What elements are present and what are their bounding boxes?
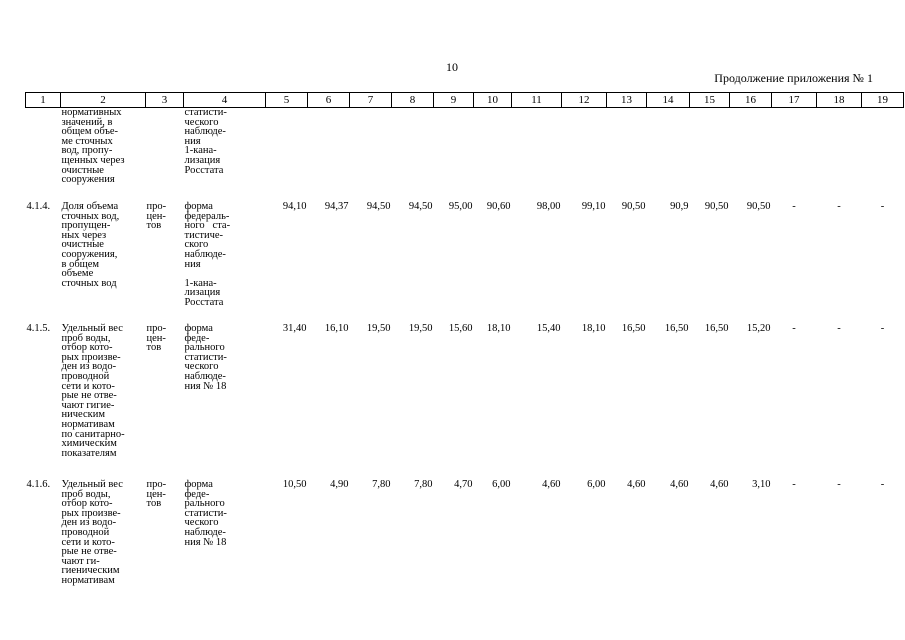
value-cell: 90,60: [486, 201, 511, 212]
value-cell: 18,10: [581, 323, 606, 334]
value-cell: 15,20: [746, 323, 771, 334]
column-header: 7: [350, 93, 392, 108]
row-id: 4.1.5.: [26, 323, 51, 334]
value-cell: -: [880, 323, 885, 334]
value-cell: -: [837, 323, 841, 334]
value-cell: -: [880, 479, 885, 490]
value-cell: 19,50: [366, 323, 391, 334]
value-cell: 90,50: [621, 201, 646, 212]
value-cell: [512, 108, 562, 195]
column-header: 1: [26, 93, 61, 108]
value-cell: 31,40: [282, 323, 307, 334]
value-cell: 4,90: [330, 479, 349, 490]
unit: про- цен- тов: [146, 479, 167, 510]
indicator-name: нормативных значений, в общем объе- ме сточных вод, пропу- щенных через очистные сооружения: [61, 107, 125, 186]
value-cell: 16,50: [704, 323, 729, 334]
indicator-name: Доля объема сточных вод, пропущен- ных через очистные сооружения, в общем объеме сточных вод: [61, 201, 120, 289]
value-cell: [474, 108, 512, 195]
value-cell: 90,9: [670, 201, 689, 212]
value-cell: 16,50: [664, 323, 689, 334]
page-number: 10: [446, 60, 458, 74]
indicator-name: Удельный вес проб воды, отбор кото- рых произве- ден из водо- проводной сети и кото- рые не отве- чают ги- гиеническим нормативам: [61, 479, 123, 586]
column-header: 19: [862, 93, 904, 108]
value-cell: -: [792, 479, 796, 490]
value-cell: 94,50: [408, 201, 433, 212]
value-cell: -: [837, 201, 841, 212]
row-id: 4.1.4.: [26, 201, 51, 212]
data-source: форма феде- рального статисти- ческого наблюде- ния № 18: [184, 479, 227, 548]
value-cell: 99,10: [581, 201, 606, 212]
column-header: 13: [607, 93, 647, 108]
value-cell: 90,50: [704, 201, 729, 212]
value-cell: 7,80: [414, 479, 433, 490]
value-cell: -: [880, 201, 885, 212]
table-row: [26, 108, 904, 195]
column-header: 6: [308, 93, 350, 108]
value-cell: [308, 108, 350, 195]
value-cell: 10,50: [282, 479, 307, 490]
value-cell: 15,40: [536, 323, 561, 334]
continuation-label: Продолжение приложения № 1: [714, 71, 873, 85]
table-row: [26, 318, 904, 474]
unit: [146, 108, 184, 195]
value-cell: 90,50: [746, 201, 771, 212]
column-header: 8: [392, 93, 434, 108]
value-cell: 6,00: [587, 479, 606, 490]
value-cell: [730, 108, 772, 195]
column-header: 17: [772, 93, 817, 108]
column-header: 16: [730, 93, 772, 108]
row-id: 4.1.6.: [26, 479, 51, 490]
table-row: [26, 194, 904, 318]
column-header: 4: [184, 93, 266, 108]
value-cell: 4,60: [542, 479, 561, 490]
unit: про- цен- тов: [146, 201, 167, 232]
indicator-name: Удельный вес проб воды, отбор кото- рых произве- ден из водо- проводной сети и кото- рые не отве- чают гигие- ническим нормативам по санитарно- химическим показателям: [61, 323, 125, 459]
column-header: 15: [690, 93, 730, 108]
indicators-table: [25, 92, 904, 605]
value-cell: [350, 108, 392, 195]
value-cell: 16,50: [621, 323, 646, 334]
value-cell: [607, 108, 647, 195]
value-cell: [862, 108, 904, 195]
value-cell: [772, 108, 817, 195]
value-cell: [562, 108, 607, 195]
value-cell: 94,10: [282, 201, 307, 212]
value-cell: 95,00: [448, 201, 473, 212]
value-cell: 94,37: [324, 201, 349, 212]
column-number-header: [26, 93, 904, 108]
value-cell: 94,50: [366, 201, 391, 212]
value-cell: 18,10: [486, 323, 511, 334]
value-cell: 4,60: [670, 479, 689, 490]
column-header: 3: [146, 93, 184, 108]
table-row: [26, 474, 904, 605]
value-cell: 4,70: [454, 479, 473, 490]
value-cell: 4,60: [627, 479, 646, 490]
column-header: 11: [512, 93, 562, 108]
data-source: форма федераль- ного ста- тистиче- ского наблюде- ния 1-кана- лизация Росстата: [184, 201, 231, 308]
column-header: 10: [474, 93, 512, 108]
column-header: 12: [562, 93, 607, 108]
column-header: 18: [817, 93, 862, 108]
row-id: [26, 108, 61, 195]
value-cell: [647, 108, 690, 195]
unit: про- цен- тов: [146, 323, 167, 354]
value-cell: 6,00: [492, 479, 511, 490]
value-cell: 19,50: [408, 323, 433, 334]
data-source: статисти- ческого наблюде- ния 1-кана- лизация Росстата: [184, 107, 227, 176]
value-cell: [434, 108, 474, 195]
column-header: 14: [647, 93, 690, 108]
value-cell: 7,80: [372, 479, 391, 490]
value-cell: [690, 108, 730, 195]
value-cell: [817, 108, 862, 195]
value-cell: [392, 108, 434, 195]
column-header: 5: [266, 93, 308, 108]
column-header: 9: [434, 93, 474, 108]
value-cell: 4,60: [710, 479, 729, 490]
value-cell: 3,10: [752, 479, 771, 490]
data-source: форма феде- рального статисти- ческого наблюде- ния № 18: [184, 323, 227, 392]
value-cell: [266, 108, 308, 195]
value-cell: -: [837, 479, 841, 490]
value-cell: 98,00: [536, 201, 561, 212]
value-cell: -: [792, 201, 796, 212]
value-cell: -: [792, 323, 796, 334]
value-cell: 16,10: [324, 323, 349, 334]
value-cell: 15,60: [448, 323, 473, 334]
column-header: 2: [61, 93, 146, 108]
